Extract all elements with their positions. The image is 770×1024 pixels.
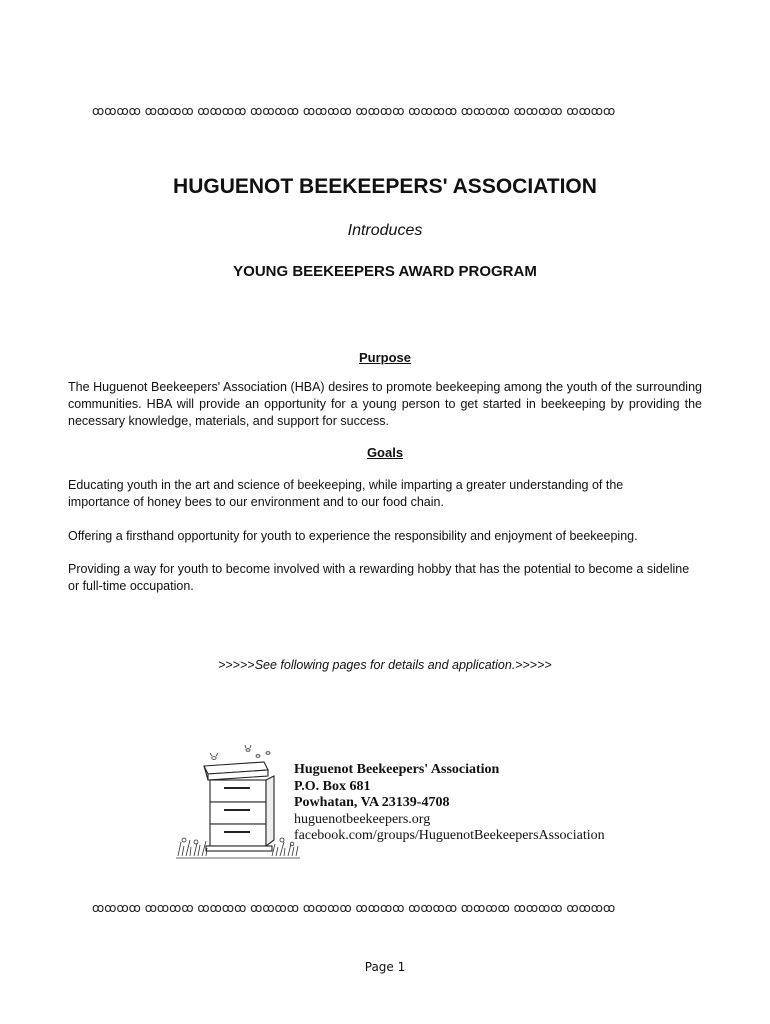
intro-text: Introduces: [347, 222, 423, 239]
purpose-paragraph: The Huguenot Beekeepers' Association (HBA) desires to promote beekeeping among the youth of the surrounding communities. HBA will provide an opportunity for a young person to get started in beekeeping by providing the necessary knowledge, materials, and support for success.: [68, 380, 702, 428]
see-following-note: [0, 658, 770, 672]
goal-item-3: Providing a way for youth to become involved with a rewarding hobby that has the potential to become a sideline or full-time occupation.: [68, 562, 690, 593]
goal-item-2: Offering a firsthand opportunity for youth to experience the responsibility and enjoyment of beekeeping.: [68, 529, 638, 543]
see-following-text: See following pages for details and application.: [254, 658, 516, 672]
arrows-prefix: >>>>>: [218, 658, 255, 672]
goal-item-1: Educating youth in the art and science of beekeeping, while imparting a greater understanding of the importance of honey bees to our environment and to our food chain.: [68, 478, 624, 509]
arrows-suffix: >>>>>: [515, 658, 552, 672]
decorative-border-bottom: ꝏꝏꝏꝏ ꝏꝏꝏꝏ ꝏꝏꝏꝏ ꝏꝏꝏꝏ ꝏꝏꝏꝏ ꝏꝏꝏꝏ ꝏꝏꝏꝏ ꝏꝏꝏꝏ ꝏꝏꝏꝏ ꝏꝏꝏꝏ: [92, 901, 616, 915]
contact-block: [294, 762, 605, 845]
contact-city: Powhatan, VA 23139-4708: [294, 795, 450, 810]
program-title: YOUNG BEEKEEPERS AWARD PROGRAM: [233, 263, 537, 280]
contact-facebook-link[interactable]: facebook.com/groups/HuguenotBeekeepersAssociation: [294, 828, 605, 843]
page-title: HUGUENOT BEEKEEPERS' ASSOCIATION: [173, 175, 597, 198]
purpose-heading: Purpose: [358, 350, 411, 365]
contact-org: Huguenot Beekeepers' Association: [294, 762, 500, 777]
goals-heading: Goals: [366, 445, 404, 460]
contact-website-link[interactable]: huguenotbeekeepers.org: [294, 811, 431, 827]
page-number: Page 1: [364, 960, 406, 974]
decorative-border-top: ꝏꝏꝏꝏ ꝏꝏꝏꝏ ꝏꝏꝏꝏ ꝏꝏꝏꝏ ꝏꝏꝏꝏ ꝏꝏꝏꝏ ꝏꝏꝏꝏ ꝏꝏꝏꝏ ꝏꝏꝏꝏ ꝏꝏꝏꝏ: [92, 104, 616, 118]
contact-po-box: P.O. Box 681: [294, 778, 371, 794]
beehive-illustration-icon: [176, 744, 300, 864]
